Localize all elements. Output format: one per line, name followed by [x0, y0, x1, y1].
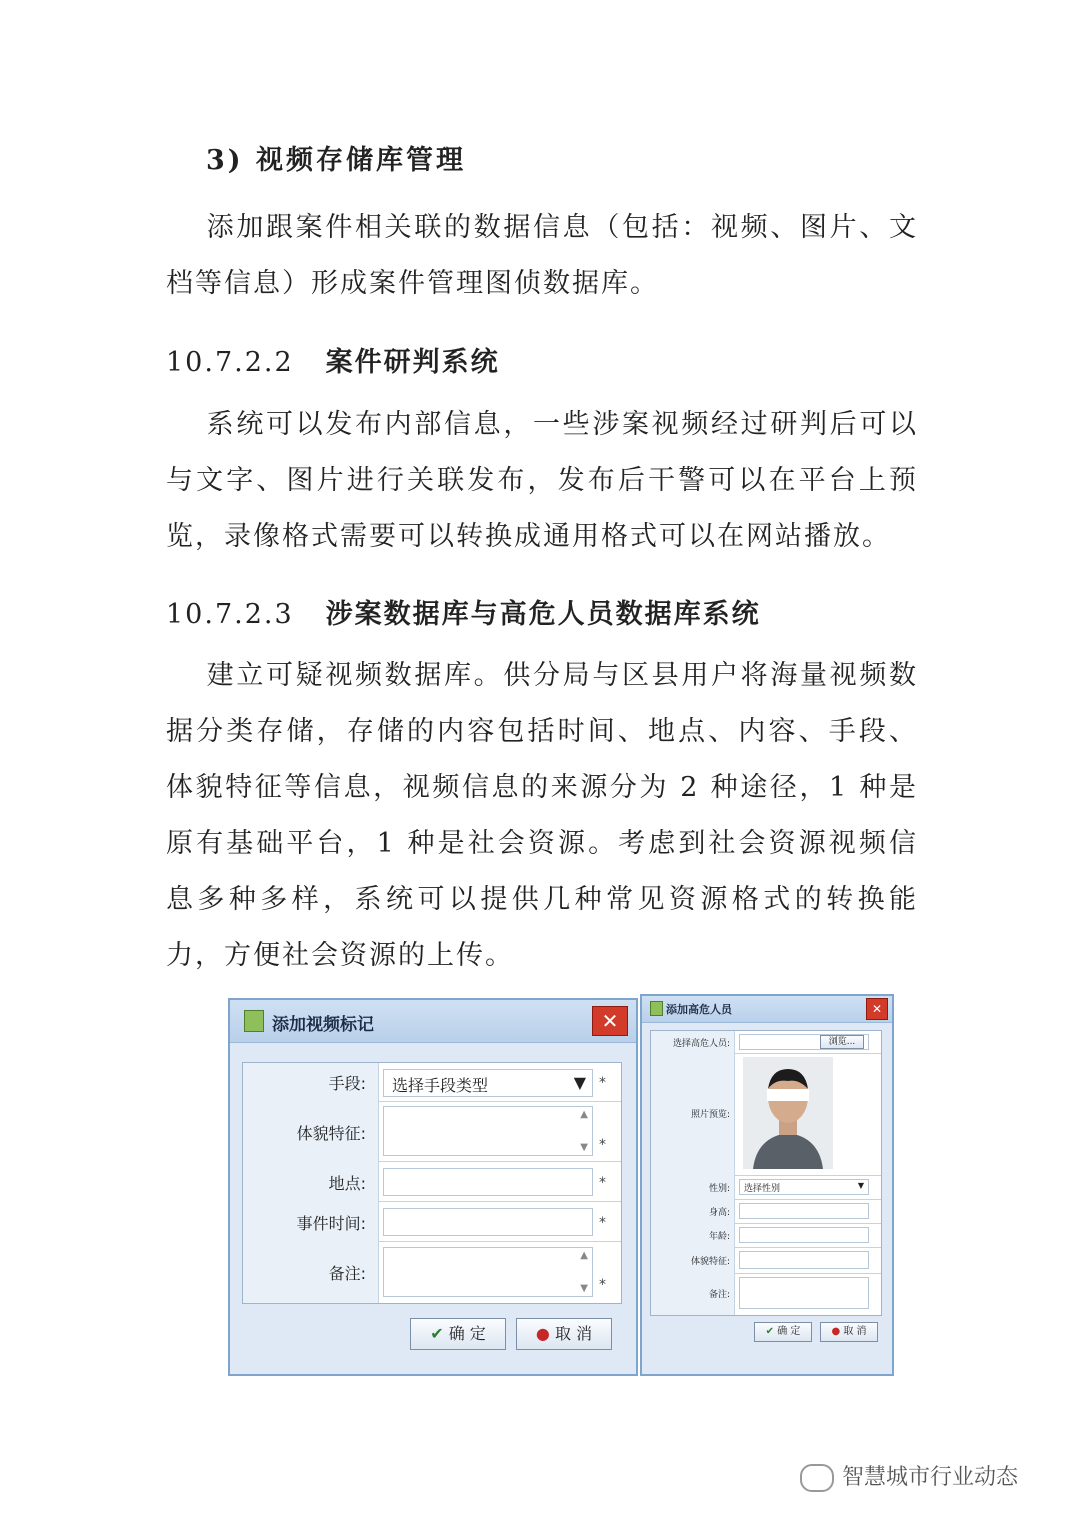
- notes-label: 备注:: [243, 1241, 379, 1303]
- chevron-down-icon: ▼: [857, 1181, 864, 1190]
- features-label: 体貌特征:: [243, 1101, 379, 1161]
- scroll-down-icon[interactable]: ▼: [580, 1283, 588, 1294]
- row-method: 手段: 选择手段类型 ▼ *: [243, 1063, 621, 1102]
- section-title: 3) 视频存储库管理: [206, 145, 466, 176]
- confirm-button[interactable]: ✔ 确 定: [754, 1322, 812, 1342]
- place-input[interactable]: [383, 1168, 593, 1196]
- browse-button[interactable]: 浏览...: [820, 1035, 864, 1049]
- select-person-input[interactable]: [739, 1034, 869, 1050]
- section-paragraph: 添加跟案件相关联的数据信息（包括：视频、图片、文档等信息）形成案件管理图侦数据库。: [166, 212, 918, 299]
- method-label: 手段:: [243, 1063, 379, 1101]
- height-input[interactable]: [739, 1203, 869, 1219]
- check-icon: ✔: [765, 1326, 774, 1337]
- method-select[interactable]: 选择手段类型 ▼: [383, 1069, 593, 1097]
- dialog-titlebar: [642, 996, 892, 1023]
- dialog-title: 添加高危人员: [666, 1003, 732, 1016]
- cancel-button[interactable]: ● 取 消: [516, 1318, 612, 1350]
- row-age: 年龄:: [651, 1223, 881, 1248]
- row-notes: 备注: ▲ ▼ *: [243, 1241, 621, 1303]
- cancel-icon: ●: [831, 1326, 841, 1337]
- close-button[interactable]: ✕: [592, 1006, 628, 1036]
- watermark: 智慧城市行业动态: [800, 1460, 1018, 1492]
- row-features: 体貌特征:: [651, 1247, 881, 1274]
- person-form: [650, 1030, 882, 1316]
- photo-preview: [743, 1057, 833, 1169]
- mark-form: [242, 1062, 622, 1304]
- dialog-app-icon: [244, 1010, 264, 1032]
- row-select-person: 选择高危人员: 浏览...: [651, 1031, 881, 1054]
- paragraph-database: 建立可疑视频数据库。供分局与区县用户将海量视频数据分类存储，存储的内容包括时间、地点、内容、手段、体貌特征等信息，视频信息的来源分为 2 种途径，1 种是原有基础平台，1 种是社会资源。考虑到社会资源视频信息多种多样，系统可以提供几种常见资源格式的转换能力，方便社会资源的上传。: [166, 660, 918, 971]
- chevron-down-icon: ▼: [573, 1073, 586, 1092]
- row-gender: 性别: 选择性别 ▼: [651, 1175, 881, 1200]
- row-time: 事件时间: *: [243, 1201, 621, 1242]
- add-video-mark-dialog: [228, 998, 638, 1376]
- scroll-up-icon[interactable]: ▲: [580, 1250, 588, 1261]
- row-place: 地点: *: [243, 1161, 621, 1202]
- age-input[interactable]: [739, 1227, 869, 1243]
- row-notes: 备注:: [651, 1273, 881, 1315]
- dialog-app-icon: [650, 1001, 663, 1016]
- row-features: 体貌特征: ▲ ▼ *: [243, 1101, 621, 1162]
- dialog-title: 添加视频标记: [272, 1015, 374, 1035]
- check-icon: ✔: [430, 1324, 444, 1343]
- notes-textarea[interactable]: [739, 1277, 869, 1309]
- place-label: 地点:: [243, 1161, 379, 1201]
- confirm-button[interactable]: ✔ 确 定: [410, 1318, 506, 1350]
- heading-10-7-2-3: 10.7.2.3 涉案数据库与高危人员数据库系统: [166, 599, 761, 630]
- row-photo: 照片预览:: [651, 1053, 881, 1176]
- heading-10-7-2-2: 10.7.2.2 案件研判系统: [166, 347, 500, 378]
- wechat-icon: [800, 1464, 834, 1492]
- dialog-titlebar: [230, 1000, 636, 1043]
- add-high-risk-person-dialog: [640, 994, 894, 1376]
- notes-textarea[interactable]: [383, 1247, 593, 1297]
- scroll-up-icon[interactable]: ▲: [580, 1109, 588, 1120]
- gender-select[interactable]: 选择性别 ▼: [739, 1179, 869, 1195]
- scroll-down-icon[interactable]: ▼: [580, 1142, 588, 1153]
- time-label: 事件时间:: [243, 1201, 379, 1241]
- paragraph-case-analysis: 系统可以发布内部信息，一些涉案视频经过研判后可以与文字、图片进行关联发布，发布后干警可以在平台上预览，录像格式需要可以转换成通用格式可以在网站播放。: [166, 409, 918, 552]
- person-photo-icon: [743, 1057, 833, 1169]
- time-input[interactable]: [383, 1208, 593, 1236]
- cancel-button[interactable]: ● 取 消: [820, 1322, 878, 1342]
- features-input[interactable]: [739, 1251, 869, 1269]
- close-button[interactable]: ✕: [866, 998, 888, 1020]
- cancel-icon: ●: [535, 1324, 550, 1343]
- features-textarea[interactable]: [383, 1106, 593, 1156]
- row-height: 身高:: [651, 1199, 881, 1224]
